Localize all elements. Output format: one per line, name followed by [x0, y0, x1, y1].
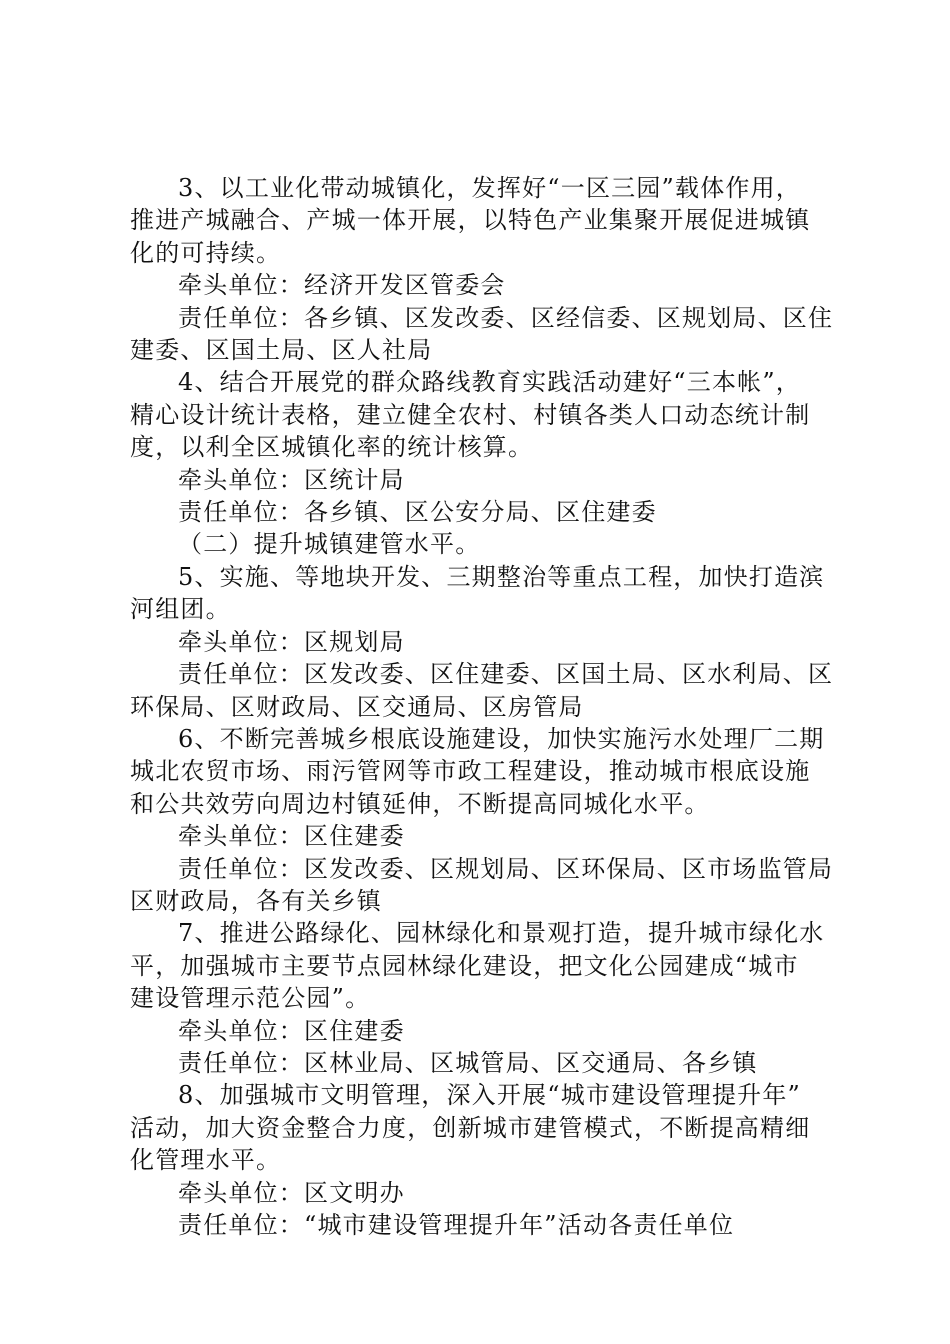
- item-8-paragraph: [130, 1079, 835, 1176]
- responsible-units-3: [130, 302, 835, 367]
- text-line: 精心设计统计表格，建立健全农村、村镇各类人口动态统计制: [130, 400, 811, 429]
- text-line: 牵头单位：区文明办: [178, 1178, 405, 1207]
- responsible-units-5: [130, 658, 835, 723]
- text-line: 平，加强城市主要节点园林绿化建设，把文化公园建成“城市: [130, 951, 799, 980]
- text-line: 牵头单位：区住建委: [178, 822, 405, 851]
- text-line: 化的可持续。: [130, 238, 282, 267]
- item-5-paragraph: [130, 561, 835, 626]
- text-line: 责任单位：区林业局、区城管局、区交通局、各乡镇: [178, 1048, 758, 1077]
- text-line: 推进产城融合、产城一体开展，以特色产业集聚开展促进城镇: [130, 206, 811, 235]
- item-3-paragraph: [130, 172, 835, 269]
- item-6-paragraph: [130, 723, 835, 820]
- text-line: 环保局、区财政局、区交通局、区房管局: [130, 692, 584, 721]
- item-4-paragraph: [130, 366, 835, 463]
- text-line: 牵头单位：经济开发区管委会: [178, 271, 506, 300]
- section-heading-2: [130, 528, 835, 560]
- responsible-units-4: [130, 496, 835, 528]
- text-line: 3、以工业化带动城镇化，发挥好“一区三园”载体作用，: [178, 174, 802, 202]
- text-line: 建委、区国土局、区人社局: [130, 336, 433, 365]
- text-line: 责任单位：各乡镇、区发改委、区经信委、区规划局、区住: [178, 303, 834, 332]
- lead-unit-8: [130, 1177, 835, 1209]
- lead-unit-3: [130, 269, 835, 301]
- text-line: 牵头单位：区规划局: [178, 627, 405, 656]
- item-7-paragraph: [130, 917, 835, 1014]
- lead-unit-4: [130, 464, 835, 496]
- responsible-units-8: [130, 1209, 835, 1241]
- text-line: （二）提升城镇建管水平。: [178, 530, 481, 559]
- text-line: 牵头单位：区住建委: [178, 1016, 405, 1045]
- text-line: 和公共效劳向周边村镇延伸，不断提高同城化水平。: [130, 789, 710, 818]
- text-line: 责任单位：“城市建设管理提升年”活动各责任单位: [178, 1211, 735, 1239]
- lead-unit-5: [130, 626, 835, 658]
- lead-unit-6: [130, 820, 835, 852]
- text-line: 4、结合开展党的群众路线教育实践活动建好“三本帐”，: [178, 368, 802, 397]
- text-line: 责任单位：各乡镇、区公安分局、区住建委: [178, 498, 657, 527]
- document-page: [130, 172, 835, 1241]
- text-line: 5、实施、等地块开发、三期整治等重点工程，加快打造滨: [178, 562, 825, 591]
- text-line: 6、不断完善城乡根底设施建设，加快实施污水处理厂二期: [178, 724, 825, 753]
- text-line: 8、加强城市文明管理，深入开展“城市建设管理提升年”: [178, 1081, 802, 1110]
- text-line: 度，以利全区城镇化率的统计核算。: [130, 433, 534, 462]
- text-line: 牵头单位：区统计局: [178, 465, 405, 494]
- lead-unit-7: [130, 1015, 835, 1047]
- text-line: 责任单位：区发改委、区规划局、区环保局、区市场监管局: [178, 854, 834, 883]
- text-line: 活动，加大资金整合力度，创新城市建管模式，不断提高精细: [130, 1113, 811, 1142]
- text-line: 化管理水平。: [130, 1146, 282, 1175]
- responsible-units-6: [130, 853, 835, 918]
- responsible-units-7: [130, 1047, 835, 1079]
- text-line: 城北农贸市场、雨污管网等市政工程建设，推动城市根底设施: [130, 757, 811, 786]
- text-line: 河组团。: [130, 595, 231, 624]
- text-line: 7、推进公路绿化、园林绿化和景观打造，提升城市绿化水: [178, 919, 825, 948]
- text-line: 区财政局，各有关乡镇: [130, 886, 382, 915]
- text-line: 建设管理示范公园”。: [130, 984, 371, 1013]
- text-line: 责任单位：区发改委、区住建委、区国土局、区水利局、区: [178, 660, 834, 689]
